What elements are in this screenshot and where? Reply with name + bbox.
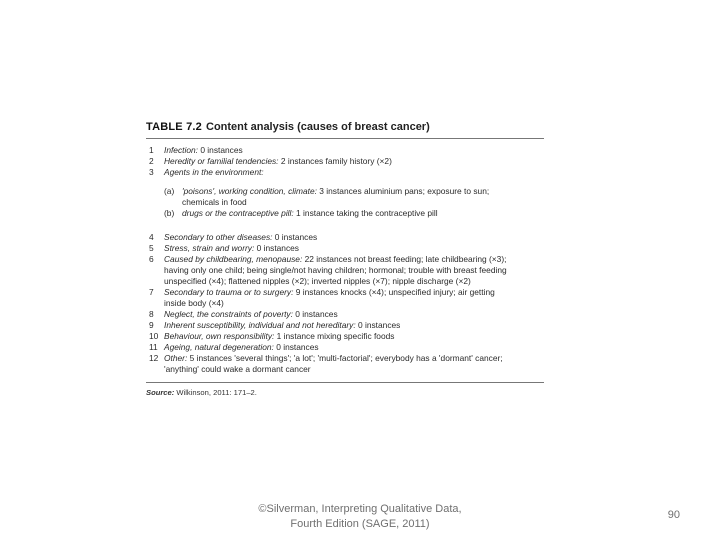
line-detail: 1 instance taking the contraceptive pill — [293, 208, 438, 218]
category-name: 'poisons', working condition, climate: — [182, 186, 317, 196]
line-number: 1 — [149, 145, 154, 155]
table-line — [146, 232, 544, 243]
table-line — [146, 331, 544, 342]
line-text — [164, 167, 264, 178]
line-text — [164, 254, 506, 265]
table-bottom-rule — [146, 382, 544, 383]
line-text — [164, 145, 243, 156]
category-name: drugs or the contraceptive pill: — [182, 208, 294, 218]
table-line — [146, 208, 544, 219]
line-text — [164, 276, 471, 287]
line-detail: 22 instances not breast feeding; late childbearing (×3); — [302, 254, 507, 264]
line-number: 2 — [149, 156, 154, 166]
line-number: 6 — [149, 254, 154, 264]
table-line — [146, 265, 544, 276]
table-line — [146, 156, 544, 167]
category-name: Infection: — [164, 145, 198, 155]
line-number: 8 — [149, 309, 154, 319]
category-name: Heredity or familial tendencies: — [164, 156, 279, 166]
line-detail: 0 instances — [272, 232, 318, 242]
table-source — [146, 388, 257, 397]
line-text — [164, 309, 338, 320]
table-header — [146, 121, 544, 137]
table-line — [146, 298, 544, 309]
table-title: Content analysis (causes of breast cancer) — [206, 121, 430, 133]
table-line — [146, 320, 544, 331]
table-line — [146, 287, 544, 298]
line-number: 9 — [149, 320, 154, 330]
table-line — [146, 309, 544, 320]
table-line — [146, 243, 544, 254]
line-text — [164, 342, 319, 353]
source-label: Source: — [146, 388, 175, 397]
line-text — [182, 186, 489, 197]
content-analysis-table — [146, 121, 544, 378]
line-text — [164, 298, 224, 309]
line-number: 4 — [149, 232, 154, 242]
line-text — [182, 208, 438, 219]
sub-label: (b) — [164, 208, 175, 218]
line-number: 10 — [149, 331, 159, 341]
slide-footer — [230, 502, 490, 532]
line-detail: having only one child; being single/not having children; hormonal; trouble with breast feeding — [164, 265, 507, 275]
table-line — [146, 167, 544, 178]
table-label: TABLE 7.2 — [146, 121, 202, 133]
table-line — [146, 186, 544, 197]
line-detail: inside body (×4) — [164, 298, 224, 308]
category-name: Caused by childbearing, menopause: — [164, 254, 303, 264]
category-name: Agents in the environment: — [164, 167, 264, 177]
line-detail: 0 instances — [292, 309, 338, 319]
line-detail: 0 instances — [198, 145, 243, 155]
line-number: 11 — [149, 342, 158, 352]
category-name: Behaviour, own responsibility: — [164, 331, 275, 341]
line-detail: 9 instances knocks (×4); unspecified injury; air getting — [293, 287, 495, 297]
category-name: Ageing, natural degeneration: — [164, 342, 274, 352]
line-text — [164, 232, 317, 243]
table-line — [146, 254, 544, 265]
line-detail: 0 instances — [273, 342, 319, 352]
table-line — [146, 197, 544, 208]
line-text — [164, 364, 311, 375]
category-name: Secondary to trauma or to surgery: — [164, 287, 294, 297]
line-detail: unspecified (×4); flattened nipples (×2); inverted nipples (×7); nipple discharge (×2) — [164, 276, 471, 286]
line-text — [164, 287, 495, 298]
line-detail: 2 instances family history (×2) — [278, 156, 392, 166]
line-number: 7 — [149, 287, 154, 297]
line-detail: 3 instances aluminium pans; exposure to sun; — [316, 186, 490, 196]
line-detail: 1 instance mixing specific foods — [274, 331, 395, 341]
line-number: 5 — [149, 243, 154, 253]
line-text — [164, 156, 392, 167]
line-detail: chemicals in food — [182, 197, 247, 207]
line-text — [164, 320, 400, 331]
category-name: Other: — [164, 353, 188, 363]
page-number: 90 — [667, 509, 680, 521]
line-text — [164, 331, 394, 342]
table-line — [146, 353, 544, 364]
line-text — [164, 353, 503, 364]
table-line — [146, 342, 544, 353]
line-text — [164, 265, 507, 276]
line-text — [164, 243, 299, 254]
line-detail: 'anything' could wake a dormant cancer — [164, 364, 311, 374]
footer-line-1: ©Silverman, Interpreting Qualitative Data, — [258, 503, 462, 515]
sub-label: (a) — [164, 186, 175, 196]
category-name: Neglect, the constraints of poverty: — [164, 309, 293, 319]
footer-line-2: Fourth Edition (SAGE, 2011) — [290, 518, 430, 530]
line-detail: 0 instances — [355, 320, 401, 330]
category-name: Inherent susceptibility, individual and not hereditary: — [164, 320, 356, 330]
category-name: Stress, strain and worry: — [164, 243, 255, 253]
category-name: Secondary to other diseases: — [164, 232, 273, 242]
table-line — [146, 276, 544, 287]
table-line — [146, 145, 544, 156]
line-number: 12 — [149, 353, 159, 363]
line-detail: 5 instances 'several things'; 'a lot'; 'multi-factorial'; everybody has a 'dormant' cancer; — [187, 353, 503, 363]
table-line — [146, 364, 544, 375]
table-rows — [146, 139, 544, 378]
source-text: Wilkinson, 2011: 171–2. — [174, 388, 257, 397]
line-text — [182, 197, 247, 208]
line-detail: 0 instances — [254, 243, 299, 253]
line-number: 3 — [149, 167, 154, 177]
